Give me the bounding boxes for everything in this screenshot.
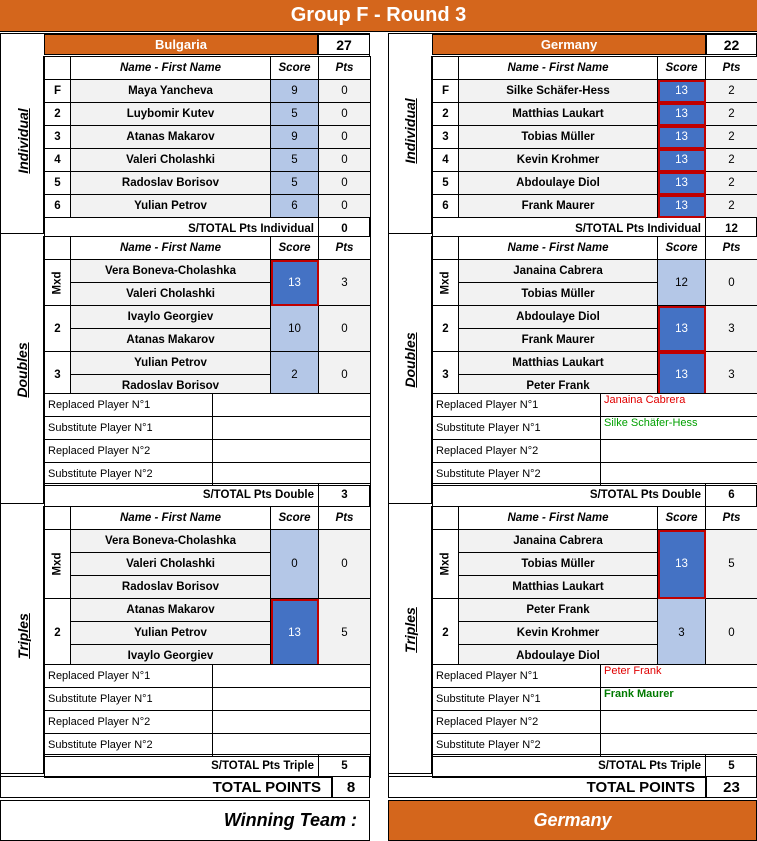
score-cell[interactable]: 13 (658, 195, 706, 218)
score-cell[interactable]: 13 (658, 80, 706, 103)
pts-cell: 0 (319, 103, 371, 126)
subtotal-individual-value: 12 (706, 218, 757, 241)
position (433, 260, 459, 306)
header-name: Name - First Name (459, 57, 658, 80)
position: 3 (45, 352, 71, 398)
player-name: Tobias Müller (459, 283, 658, 306)
player-name: Kevin Krohmer (459, 622, 658, 645)
score-cell[interactable]: 13 (658, 103, 706, 126)
left-team-name: Bulgaria (44, 34, 318, 55)
replaced-player-1-label: Replaced Player N°1 (45, 665, 213, 688)
right-individual-label: Individual (402, 98, 418, 164)
pts-cell: 0 (319, 530, 371, 599)
table-row (433, 260, 757, 283)
player-name: Matthias Laukart (459, 352, 658, 375)
header-name: Name - First Name (71, 57, 271, 80)
header-score: Score (658, 57, 706, 80)
position: 3 (45, 126, 71, 149)
position (45, 530, 71, 599)
score-cell[interactable]: 13 (658, 530, 706, 599)
player-name: Luybomir Kutev (71, 103, 271, 126)
header-score: Score (271, 57, 319, 80)
player-name: Tobias Müller (459, 553, 658, 576)
player-name: Abdoulaye Diol (459, 172, 658, 195)
replaced-player-2-label: Replaced Player N°2 (45, 440, 213, 463)
substitute-player-1-value[interactable] (213, 688, 371, 711)
right-total-label: TOTAL POINTS (388, 776, 706, 798)
position: 2 (433, 306, 459, 352)
left-individual-label: Individual (15, 108, 31, 174)
player-name: Silke Schäfer-Hess (459, 80, 658, 103)
player-name: Atanas Makarov (71, 329, 271, 352)
header-blank (433, 507, 459, 530)
position: 2 (45, 103, 71, 126)
player-name: Ivaylo Georgiev (71, 306, 271, 329)
substitute-player-2-label: Substitute Player N°2 (433, 463, 601, 486)
subtotal-double-label: S/TOTAL Pts Double (433, 484, 706, 507)
subtotal-individual-value: 0 (319, 218, 371, 241)
header-name: Name - First Name (71, 507, 271, 530)
subtotal-triple-value: 5 (706, 755, 757, 778)
left-individual-table (44, 56, 371, 241)
table-row (45, 103, 371, 126)
player-name: Peter Frank (459, 375, 658, 398)
table-row (433, 80, 757, 103)
pts-cell: 2 (706, 149, 757, 172)
substitute-player-1-label: Substitute Player N°1 (433, 688, 601, 711)
player-name: Maya Yancheva (71, 80, 271, 103)
subtotal-double-label: S/TOTAL Pts Double (45, 484, 319, 507)
header-score: Score (658, 237, 706, 260)
player-name: Radoslav Borisov (71, 576, 271, 599)
replaced-player-2-value[interactable] (601, 440, 757, 463)
pts-cell: 0 (706, 599, 757, 668)
left-triples-replacements (44, 664, 371, 757)
pts-cell: 3 (706, 352, 757, 398)
table-row (433, 352, 757, 375)
header-blank (45, 237, 71, 260)
replaced-player-2-value[interactable] (213, 711, 371, 734)
player-name: Peter Frank (459, 599, 658, 622)
position-text: Mxd (439, 552, 452, 576)
position: 2 (433, 599, 459, 668)
pts-cell: 0 (319, 126, 371, 149)
pts-cell: 5 (706, 530, 757, 599)
position: 5 (433, 172, 459, 195)
score-cell[interactable]: 0 (271, 530, 319, 599)
replaced-player-2-value[interactable] (213, 440, 371, 463)
score-cell[interactable]: 12 (658, 260, 706, 306)
position: 6 (45, 195, 71, 218)
position (45, 260, 71, 306)
pts-cell: 2 (706, 195, 757, 218)
replaced-player-2-label: Replaced Player N°2 (45, 711, 213, 734)
replaced-player-1-value[interactable] (213, 394, 371, 417)
right-doubles-table (432, 236, 757, 398)
right-triples-replacements (432, 664, 757, 757)
pts-cell: 0 (319, 306, 371, 352)
score-cell[interactable]: 13 (658, 352, 706, 398)
replaced-player-1-value[interactable] (213, 665, 371, 688)
subtotal-triple-label: S/TOTAL Pts Triple (433, 755, 706, 778)
header-score: Score (271, 237, 319, 260)
left-triples-label: Triples (15, 613, 31, 659)
substitute-player-1-label: Substitute Player N°1 (45, 417, 213, 440)
player-name: Yulian Petrov (71, 622, 271, 645)
right-individual-table (432, 56, 757, 241)
left-individual-label-cell (0, 56, 44, 234)
position: 3 (433, 126, 459, 149)
player-name: Ivaylo Georgiev (71, 645, 271, 668)
table-row (433, 306, 757, 329)
score-cell[interactable]: 9 (271, 126, 319, 149)
header-name: Name - First Name (459, 507, 658, 530)
score-cell[interactable]: 6 (271, 195, 319, 218)
pts-cell: 0 (319, 149, 371, 172)
score-cell[interactable]: 5 (271, 149, 319, 172)
player-name: Valeri Cholashki (71, 283, 271, 306)
header-pts: Pts (319, 237, 371, 260)
header-name: Name - First Name (71, 237, 271, 260)
position: 4 (45, 149, 71, 172)
substitute-player-1-label: Substitute Player N°1 (433, 417, 601, 440)
pts-cell: 3 (319, 260, 371, 306)
header-pts: Pts (319, 57, 371, 80)
player-name: Tobias Müller (459, 126, 658, 149)
subtotal-triple-value: 5 (319, 755, 371, 778)
player-name: Atanas Makarov (71, 126, 271, 149)
left-doubles-label: Doubles (14, 342, 30, 398)
pts-cell: 0 (319, 195, 371, 218)
player-name: Frank Maurer (459, 195, 658, 218)
score-cell[interactable]: 10 (271, 306, 319, 352)
player-name: Radoslav Borisov (71, 172, 271, 195)
player-name: Atanas Makarov (71, 599, 271, 622)
table-row (45, 260, 371, 283)
table-row (433, 195, 757, 218)
pts-cell: 2 (706, 80, 757, 103)
subtotal-individual-label: S/TOTAL Pts Individual (433, 218, 706, 241)
pts-cell: 2 (706, 172, 757, 195)
header-blank (45, 507, 71, 530)
replaced-player-2-label: Replaced Player N°2 (433, 440, 601, 463)
substitute-player-2-label: Substitute Player N°2 (433, 734, 601, 757)
table-row (433, 530, 757, 553)
position: 4 (433, 149, 459, 172)
table-row (45, 172, 371, 195)
table-row (45, 126, 371, 149)
left-doubles-subtotal (44, 483, 371, 507)
player-name: Janaina Cabrera (459, 530, 658, 553)
pts-cell: 0 (319, 80, 371, 103)
table-row (433, 172, 757, 195)
header-pts: Pts (319, 507, 371, 530)
position-text: Mxd (51, 271, 64, 294)
pts-cell: 0 (706, 260, 757, 306)
right-doubles-subtotal (432, 483, 757, 507)
table-row (45, 530, 371, 553)
substitute-player-1-value[interactable]: Silke Schäfer-Hess (601, 417, 757, 440)
player-name: Yulian Petrov (71, 195, 271, 218)
subtotal-triple-label: S/TOTAL Pts Triple (45, 755, 319, 778)
table-row (45, 149, 371, 172)
position: 6 (433, 195, 459, 218)
table-row (433, 599, 757, 622)
position: 2 (433, 103, 459, 126)
table-row (45, 306, 371, 329)
position: F (45, 80, 71, 103)
right-total-value: 23 (706, 776, 757, 798)
winning-team-value: Germany (388, 800, 757, 841)
left-doubles-replacements (44, 393, 371, 486)
pts-cell: 5 (319, 599, 371, 668)
score-cell[interactable]: 13 (271, 599, 319, 668)
position-text: Mxd (439, 271, 452, 294)
replaced-player-1-label: Replaced Player N°1 (433, 665, 601, 688)
pts-cell: 0 (319, 172, 371, 195)
pts-cell: 2 (706, 103, 757, 126)
table-row (45, 352, 371, 375)
player-name: Kevin Krohmer (459, 149, 658, 172)
replaced-player-1-value[interactable]: Peter Frank (601, 665, 757, 688)
header-pts: Pts (706, 57, 757, 80)
header-pts: Pts (706, 237, 757, 260)
player-name: Vera Boneva-Cholashka (71, 260, 271, 283)
score-cell[interactable]: 9 (271, 80, 319, 103)
substitute-player-1-label: Substitute Player N°1 (45, 688, 213, 711)
pts-cell: 3 (706, 306, 757, 352)
header-blank (45, 57, 71, 80)
position: 2 (45, 599, 71, 668)
table-row (45, 195, 371, 218)
score-cell[interactable]: 2 (271, 352, 319, 398)
table-row (433, 103, 757, 126)
player-name: Abdoulaye Diol (459, 306, 658, 329)
table-row (433, 149, 757, 172)
pts-cell: 2 (706, 126, 757, 149)
position: 5 (45, 172, 71, 195)
score-cell[interactable]: 13 (658, 172, 706, 195)
player-name: Matthias Laukart (459, 576, 658, 599)
player-name: Radoslav Borisov (71, 375, 271, 398)
subtotal-double-value: 6 (706, 484, 757, 507)
player-name: Abdoulaye Diol (459, 645, 658, 668)
score-cell[interactable]: 13 (658, 306, 706, 352)
position: 2 (45, 306, 71, 352)
header-score: Score (271, 507, 319, 530)
score-cell[interactable]: 13 (658, 126, 706, 149)
substitute-player-1-value[interactable]: Frank Maurer (601, 688, 757, 711)
score-cell[interactable]: 5 (271, 103, 319, 126)
right-triples-label: Triples (402, 607, 418, 653)
replaced-player-2-value[interactable] (601, 711, 757, 734)
left-triples-subtotal (44, 754, 371, 778)
replaced-player-1-label: Replaced Player N°1 (433, 394, 601, 417)
left-triples-table (44, 506, 371, 668)
replaced-player-2-label: Replaced Player N°2 (433, 711, 601, 734)
left-doubles-table (44, 236, 371, 398)
table-row (433, 126, 757, 149)
replaced-player-1-value[interactable]: Janaina Cabrera (601, 394, 757, 417)
position (433, 530, 459, 599)
table-row (45, 599, 371, 622)
page-title: Group F - Round 3 (0, 0, 757, 32)
player-name: Janaina Cabrera (459, 260, 658, 283)
pts-cell: 0 (319, 352, 371, 398)
player-name: Frank Maurer (459, 329, 658, 352)
player-name: Matthias Laukart (459, 103, 658, 126)
player-name: Vera Boneva-Cholashka (71, 530, 271, 553)
left-team-total: 27 (318, 34, 370, 55)
score-cell[interactable]: 13 (658, 149, 706, 172)
right-triples-table (432, 506, 757, 668)
header-blank (433, 237, 459, 260)
subtotal-individual-label: S/TOTAL Pts Individual (45, 218, 319, 241)
right-team-total: 22 (706, 34, 757, 55)
table-row (45, 80, 371, 103)
score-cell[interactable]: 13 (271, 260, 319, 306)
player-name: Valeri Cholashki (71, 553, 271, 576)
header-pts: Pts (706, 507, 757, 530)
substitute-player-2-label: Substitute Player N°2 (45, 734, 213, 757)
left-total-label: TOTAL POINTS (0, 776, 332, 798)
position: F (433, 80, 459, 103)
score-cell[interactable]: 3 (658, 599, 706, 668)
player-name: Yulian Petrov (71, 352, 271, 375)
left-total-value: 8 (332, 776, 370, 798)
header-name: Name - First Name (459, 237, 658, 260)
winning-team-label: Winning Team : (0, 800, 370, 841)
score-cell[interactable]: 5 (271, 172, 319, 195)
position-text: Mxd (51, 552, 64, 576)
substitute-player-2-label: Substitute Player N°2 (45, 463, 213, 486)
header-blank (433, 57, 459, 80)
player-name: Valeri Cholashki (71, 149, 271, 172)
substitute-player-1-value[interactable] (213, 417, 371, 440)
right-team-name: Germany (432, 34, 706, 55)
right-triples-subtotal (432, 754, 757, 778)
right-doubles-replacements (432, 393, 757, 486)
header-score: Score (658, 507, 706, 530)
position: 3 (433, 352, 459, 398)
replaced-player-1-label: Replaced Player N°1 (45, 394, 213, 417)
right-doubles-label: Doubles (402, 332, 418, 388)
subtotal-double-value: 3 (319, 484, 371, 507)
